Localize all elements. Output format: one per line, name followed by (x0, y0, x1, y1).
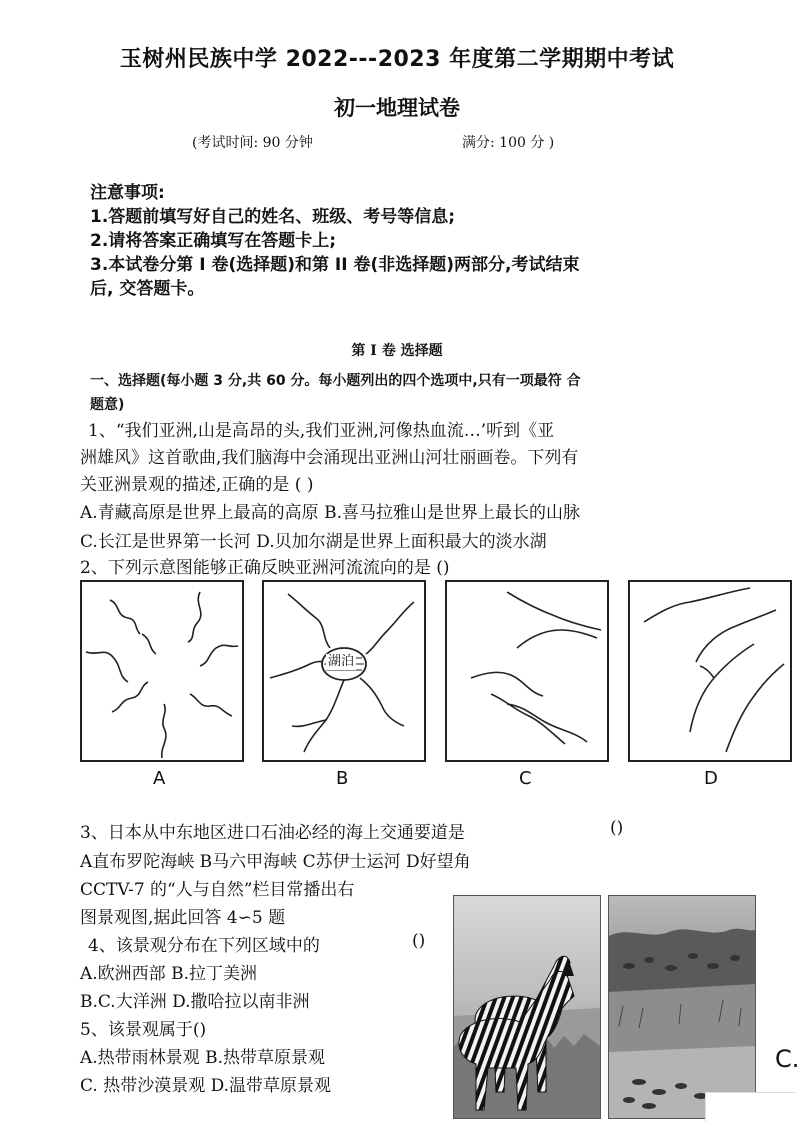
notice-item: 后, 交答题卡。 (90, 279, 205, 299)
notice-heading: 注意事项: (90, 183, 165, 203)
exam-score: 满分: 100 分 ) (462, 135, 555, 151)
savanna-herd-photo (608, 895, 756, 1119)
q3-answer-paren: () (610, 818, 624, 838)
q1-options-ab: A.青藏高原是世界上最高的高原 B.喜马拉雅山是世界上最长的山脉 (80, 503, 580, 523)
intro-line: CCTV-7 的“人与自然”栏目常播出右 (80, 880, 355, 900)
q3-options: A直布罗陀海峡 B马六甲海峡 C苏伊士运河 D好望角 (80, 852, 471, 872)
river-map-b (262, 580, 426, 762)
map-letter-d: D (704, 768, 718, 789)
notice-item: 1.答题前填写好自己的姓名、班级、考号等信息; (90, 207, 456, 227)
map-letter-b: B (336, 768, 349, 789)
exam-time: (考试时间: 90 分钟 (192, 135, 313, 151)
image-label-c: C. (775, 1045, 799, 1073)
river-map-c (445, 580, 609, 762)
q1-line: 1、“我们亚洲,山是高昂的头,我们亚洲,河像热血流…’听到《亚 (88, 421, 555, 441)
lake-label: 湖泊 (328, 654, 355, 669)
q3-stem: 3、日本从中东地区进口石油必经的海上交通要道是 (80, 823, 465, 843)
zebra-photo (453, 895, 601, 1119)
blank-corner-box (705, 1092, 795, 1122)
q4-options-ab: A.欧洲西部 B.拉丁美洲 (80, 964, 257, 984)
exam-subtitle: 初一地理试卷 (334, 95, 460, 120)
q2-stem: 2、下列示意图能够正确反映亚洲河流流向的是 () (80, 558, 450, 578)
river-map-d (628, 580, 792, 762)
q1-line: 洲雄风》这首歌曲,我们脑海中会涌现出亚洲山河壮丽画卷。下列有 (80, 448, 579, 468)
map-letter-c: C (519, 768, 532, 789)
q4-options-cd: B.C.大洋洲 D.撒哈拉以南非洲 (80, 992, 310, 1012)
river-map-a (80, 580, 244, 762)
map-letter-a: A (153, 768, 166, 789)
intro-line: 图景观图,据此回答 4∽5 题 (80, 908, 286, 928)
q5-options-cd: C. 热带沙漠景观 D.温带草原景观 (80, 1076, 332, 1096)
q1-line: 关亚洲景观的描述,正确的是 ( ) (80, 475, 314, 495)
section-instruction-cont: 题意) (90, 397, 125, 413)
section-heading: 第 I 卷 选择题 (351, 343, 443, 359)
q1-options-cd: C.长江是世界第一长河 D.贝加尔湖是世界上面积最大的淡水湖 (80, 532, 547, 552)
q5-stem: 5、该景观属于() (80, 1020, 207, 1040)
section-instruction: 一、选择题(每小题 3 分,共 60 分。每小题列出的四个选项中,只有一项最符 合 (90, 373, 581, 389)
exam-title: 玉树州民族中学 2022---2023 年度第二学期期中考试 (119, 47, 675, 72)
q4-stem: 4、该景观分布在下列区域中的 (88, 936, 320, 956)
q5-options-ab: A.热带雨林景观 B.热带草原景观 (80, 1048, 325, 1068)
notice-item: 2.请将答案正确填写在答题卡上; (90, 231, 337, 251)
q4-answer-paren: () (412, 931, 426, 951)
notice-item: 3.本试卷分第 I 卷(选择题)和第 II 卷(非选择题)两部分,考试结束 (90, 255, 580, 275)
